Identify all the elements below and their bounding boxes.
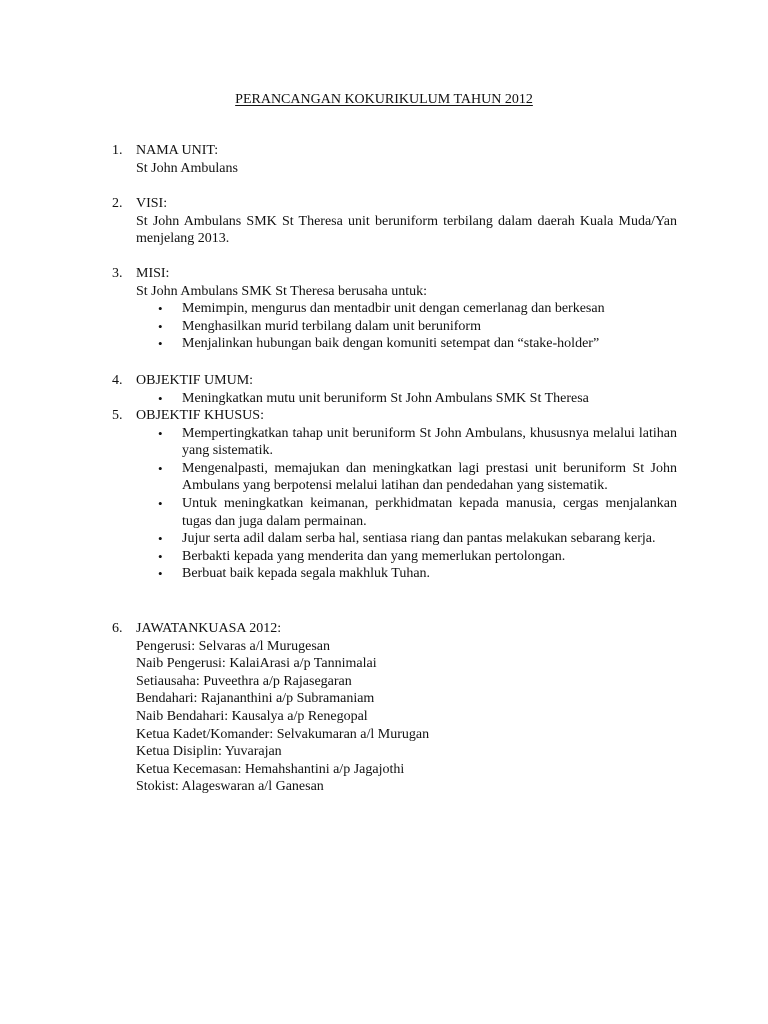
- section-number: 4.: [112, 373, 123, 388]
- section-heading: OBJEKTIF KHUSUS:: [136, 408, 264, 423]
- bullet-icon: •: [158, 566, 163, 582]
- list-item-text: Mempertingkatkan tahap unit beruniform St John Ambulans, khususnya melalui latihan yang sistematik.: [182, 425, 677, 459]
- document-title: PERANCANGAN KOKURIKULUM TAHUN 2012: [235, 92, 533, 107]
- objektif-khusus-list: [156, 425, 677, 583]
- bullet-icon: •: [158, 495, 163, 511]
- bullet-icon: •: [158, 301, 163, 317]
- section-objektif-umum: [112, 372, 677, 407]
- section-heading: VISI:: [136, 196, 168, 211]
- list-item-text: Untuk meningkatkan keimanan, perkhidmatan kepada manusia, cergas menjalankan tugas dan juga dalam permainan.: [182, 495, 677, 529]
- bullet-icon: •: [158, 318, 163, 334]
- section-nama-unit: [112, 142, 677, 177]
- section-objektif-khusus: [112, 407, 677, 583]
- list-item-text: Berbuat baik kepada segala makhluk Tuhan.: [182, 566, 431, 582]
- list-item: [156, 565, 677, 583]
- section-number: 2.: [112, 196, 123, 211]
- committee-member: Naib Bendahari: Kausalya a/p Renegopal: [136, 708, 368, 724]
- bullet-icon: •: [158, 425, 163, 441]
- misi-intro: St John Ambulans SMK St Theresa berusaha untuk:: [136, 283, 428, 299]
- section-misi: [112, 265, 677, 353]
- section-number: 5.: [112, 408, 123, 423]
- committee-member: Naib Pengerusi: KalaiArasi a/p Tannimalai: [136, 656, 377, 672]
- section-heading: MISI:: [136, 266, 170, 281]
- section-heading: JAWATANKUASA 2012:: [136, 621, 282, 636]
- visi-text: St John Ambulans SMK St Theresa unit beruniform terbilang dalam daerah Kuala Muda/Yan menjelang 2013.: [136, 213, 677, 247]
- list-item-text: Menghasilkan murid terbilang dalam unit beruniform: [182, 318, 481, 334]
- list-item-text: Jujur serta adil dalam serba hal, sentiasa riang dan pantas melakukan sebarang kerja.: [182, 531, 656, 547]
- list-item-text: Memimpin, mengurus dan mentadbir unit dengan cemerlanag dan berkesan: [182, 301, 605, 317]
- bullet-icon: •: [158, 336, 163, 352]
- committee-member: Pengerusi: Selvaras a/l Murugesan: [136, 638, 331, 654]
- bullet-icon: •: [158, 531, 163, 547]
- section-number: 6.: [112, 621, 123, 636]
- bullet-icon: •: [158, 390, 163, 406]
- list-item: [156, 530, 677, 548]
- list-item: [156, 495, 677, 530]
- list-item-text: Berbakti kepada yang menderita dan yang memerlukan pertolongan.: [182, 548, 566, 564]
- list-item: [156, 300, 677, 318]
- list-item: [156, 318, 677, 336]
- committee-member: Ketua Kadet/Komander: Selvakumaran a/l Murugan: [136, 726, 430, 742]
- list-item: [156, 425, 677, 460]
- unit-name: St John Ambulans: [136, 160, 238, 176]
- list-item-text: Meningkatkan mutu unit beruniform St John Ambulans SMK St Theresa: [182, 390, 589, 406]
- section-visi: [112, 195, 677, 248]
- committee-member: Setiausaha: Puveethra a/p Rajasegaran: [136, 673, 352, 689]
- committee-member: Stokist: Alageswaran a/l Ganesan: [136, 779, 324, 795]
- misi-list: [156, 300, 677, 353]
- list-item: [156, 390, 677, 408]
- section-heading: OBJEKTIF UMUM:: [136, 373, 254, 388]
- section-heading: NAMA UNIT:: [136, 143, 219, 158]
- committee-member: Ketua Disiplin: Yuvarajan: [136, 744, 282, 760]
- section-number: 3.: [112, 266, 123, 281]
- list-item: [156, 460, 677, 495]
- list-item-text: Menjalinkan hubungan baik dengan komuniti setempat dan “stake-holder”: [182, 336, 600, 352]
- list-item: [156, 335, 677, 353]
- list-item: [156, 548, 677, 566]
- committee-member: Ketua Kecemasan: Hemahshantini a/p Jagajothi: [136, 761, 405, 777]
- bullet-icon: •: [158, 460, 163, 476]
- objektif-umum-list: [156, 390, 677, 408]
- section-number: 1.: [112, 143, 123, 158]
- bullet-icon: •: [158, 548, 163, 564]
- committee-member: Bendahari: Rajananthini a/p Subramaniam: [136, 691, 375, 707]
- list-item-text: Mengenalpasti, memajukan dan meningkatkan lagi prestasi unit beruniform St John Ambulans yang berpotensi melalui latihan dan pendedahan yang sistematik.: [182, 460, 677, 494]
- section-jawatankuasa: [112, 620, 677, 796]
